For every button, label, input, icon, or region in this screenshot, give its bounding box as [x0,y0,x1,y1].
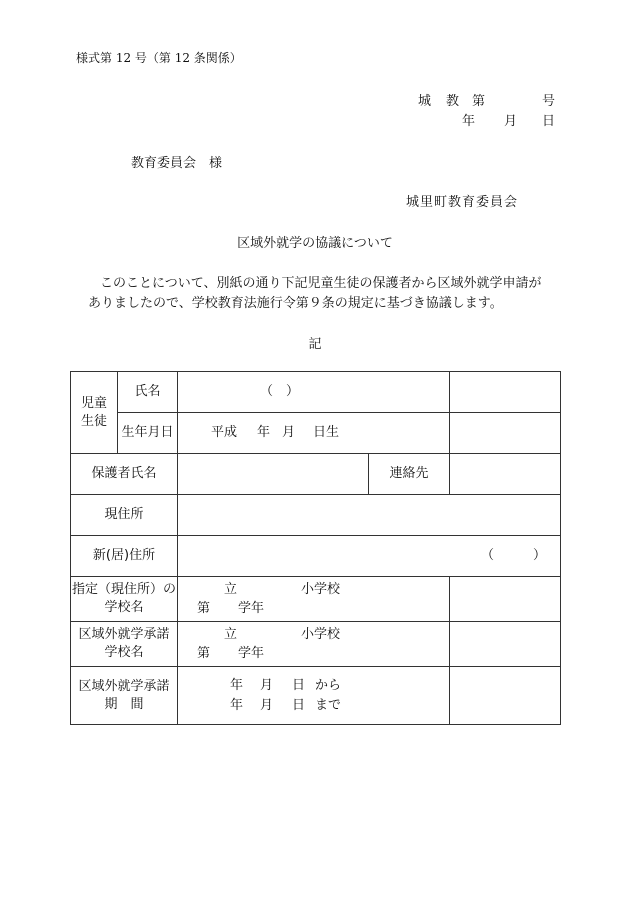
new-address-value[interactable] [178,536,561,577]
period-from-day: 日 [292,677,306,693]
body-text [88,274,558,314]
new-address-paren: （ ） [481,548,547,563]
approved-dai: 第 [197,646,211,661]
birth-era: 平成 [211,425,238,440]
period-from-kara: から [315,677,342,693]
name-label: 氏名 [118,372,178,413]
body-line-1: このことについて、別紙の通り下記児童生徒の保護者から区域外就学申請が [100,276,542,291]
name-paren: （ ） [260,384,300,399]
period-extra-cell[interactable] [450,667,561,725]
address-value[interactable] [178,495,561,536]
application-table [70,371,561,725]
new-address-row [71,536,561,577]
period-to-month: 月 [260,697,274,713]
approved-label-1: 区域外就学承諾 [78,627,170,642]
period-label-1: 区域外就学承諾 [78,678,170,694]
birth-extra-cell[interactable] [450,413,561,454]
designated-dai: 第 [197,601,211,616]
doc-number-edu: 教 [446,94,460,109]
contact-label: 連絡先 [369,454,450,495]
student-label-2: 生徒 [80,413,107,429]
approved-extra-cell[interactable] [450,622,561,667]
designated-label-1: 指定（現住所）の [71,582,176,597]
guardian-row [71,454,561,495]
recipient: 教育委員会 様 [131,156,223,171]
name-extra-cell[interactable] [450,372,561,413]
designated-label-cell [71,577,178,622]
doc-number-dai: 第 [472,94,486,109]
doc-date-month: 月 [504,114,518,129]
period-to-day: 日 [292,697,306,713]
birth-row [71,413,561,454]
period-value[interactable] [178,667,450,725]
sender: 城里町教育委員会 [406,195,519,210]
address-row [71,495,561,536]
period-from-year: 年 [230,677,244,693]
period-label-cell [71,667,178,725]
designated-school-row [71,577,561,622]
doc-number-castle: 城 [418,94,432,109]
period-label-2: 期 間 [104,696,144,712]
approved-school-value[interactable] [178,622,450,667]
student-label-cell [71,372,118,454]
form-number: 様式第 12 号（第 12 条関係） [76,51,242,65]
ki-heading: 記 [308,337,322,352]
designated-ritsu: 立 [224,582,238,597]
approved-ritsu: 立 [224,627,238,642]
birth-month: 月 [282,425,296,440]
designated-extra-cell[interactable] [450,577,561,622]
period-to-year: 年 [230,697,244,713]
approved-school-row [71,622,561,667]
approved-label-2: 学校名 [104,645,144,660]
designated-label-2: 学校名 [104,600,144,615]
approved-label-cell [71,622,178,667]
period-from-month: 月 [260,677,274,693]
new-address-label: 新(居)住所 [71,536,178,577]
birth-value[interactable] [178,413,450,454]
name-value[interactable] [178,372,450,413]
designated-grade: 学年 [238,601,265,616]
designated-school-value[interactable] [178,577,450,622]
student-label-1: 児童 [80,395,107,411]
body-line-2: ありましたので、学校教育法施行令第９条の規定に基づき協議します。 [88,296,503,311]
guardian-label: 保護者氏名 [71,454,178,495]
birth-day: 日生 [313,425,340,440]
doc-number-go: 号 [542,94,556,109]
approved-school: 小学校 [301,627,341,642]
doc-date-year: 年 [462,114,476,129]
guardian-value[interactable] [178,454,369,495]
birth-year: 年 [257,425,271,440]
birth-label: 生年月日 [118,413,178,454]
period-row [71,667,561,725]
address-label: 現住所 [71,495,178,536]
doc-date-day: 日 [542,114,556,129]
designated-school: 小学校 [301,582,341,597]
approved-grade: 学年 [238,646,265,661]
period-to-made: まで [315,697,342,713]
document-title: 区域外就学の協議について [237,236,393,251]
name-row [71,372,561,413]
contact-value[interactable] [450,454,561,495]
